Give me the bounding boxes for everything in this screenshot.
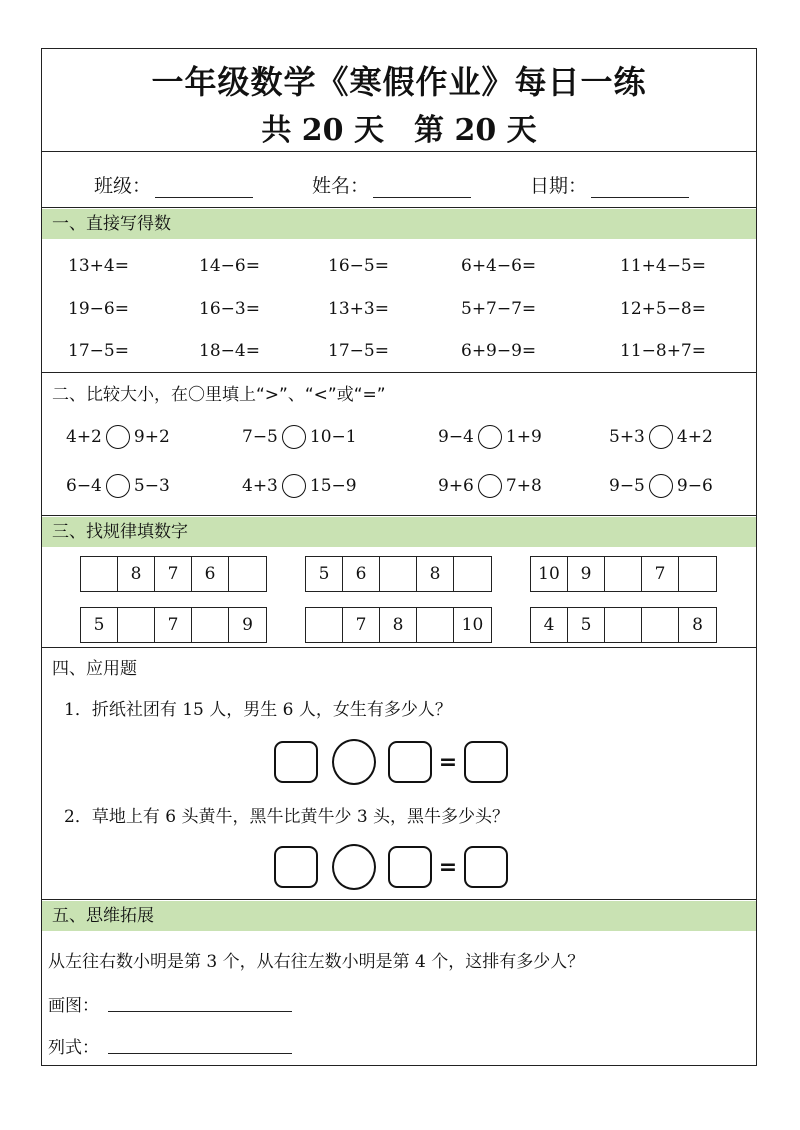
left-expression: 4+3 bbox=[242, 476, 278, 496]
blank-cell[interactable] bbox=[118, 608, 155, 642]
comparison-item bbox=[242, 425, 357, 449]
equals-sign: = bbox=[438, 854, 458, 880]
equation-item: 6+4−6= bbox=[461, 256, 537, 276]
number-cell: 9 bbox=[242, 615, 253, 635]
equation-item: 16−3= bbox=[199, 299, 260, 319]
answer-box[interactable] bbox=[388, 846, 432, 888]
number-cell: 5 bbox=[81, 608, 118, 642]
blank-cell[interactable] bbox=[229, 557, 266, 591]
number-sequence bbox=[80, 607, 267, 643]
name-blank[interactable] bbox=[373, 179, 471, 198]
number-cell: 9 bbox=[568, 557, 605, 591]
draw-blank[interactable] bbox=[108, 1011, 292, 1012]
answer-box[interactable] bbox=[274, 846, 318, 888]
right-expression: 9−6 bbox=[676, 476, 713, 496]
number-cell: 7 bbox=[155, 608, 192, 642]
number-cell: 6 bbox=[343, 557, 380, 591]
number-cell: 5 bbox=[568, 608, 605, 642]
section-3-title: 三、找规律填数字 bbox=[42, 517, 756, 547]
divider bbox=[42, 515, 756, 516]
number-cell: 8 bbox=[118, 557, 155, 591]
number-cell: 4 bbox=[531, 608, 568, 642]
number-cell: 7 bbox=[642, 557, 679, 591]
number-sequence bbox=[305, 556, 492, 592]
compare-circle[interactable] bbox=[649, 425, 673, 449]
left-expression: 4+2 bbox=[66, 427, 102, 447]
class-label: 班级： bbox=[94, 175, 152, 197]
operator-circle[interactable] bbox=[332, 844, 376, 890]
number-cell: 6 bbox=[192, 557, 229, 591]
left-expression: 9+6 bbox=[438, 476, 474, 496]
answer-box[interactable] bbox=[274, 741, 318, 783]
right-expression: 9+2 bbox=[133, 427, 170, 447]
blank-cell[interactable] bbox=[192, 608, 229, 642]
operator-circle[interactable] bbox=[332, 739, 376, 785]
answer-row-1 bbox=[274, 739, 508, 785]
blank-cell[interactable] bbox=[605, 557, 642, 591]
compare-circle[interactable] bbox=[106, 425, 130, 449]
number-cell: 7 bbox=[343, 608, 380, 642]
divider bbox=[42, 899, 756, 900]
left-expression: 9−5 bbox=[609, 476, 645, 496]
date-blank[interactable] bbox=[591, 179, 689, 198]
equals-sign: = bbox=[438, 749, 458, 775]
left-expression: 9−4 bbox=[438, 427, 474, 447]
blank-cell[interactable] bbox=[605, 608, 642, 642]
blank-cell[interactable] bbox=[642, 608, 679, 642]
equation-item: 14−6= bbox=[199, 256, 260, 276]
blank-cell[interactable] bbox=[417, 608, 454, 642]
answer-box[interactable] bbox=[388, 741, 432, 783]
right-expression: 4+2 bbox=[676, 427, 713, 447]
section-4-title: 四、应用题 bbox=[52, 659, 137, 679]
worksheet bbox=[41, 48, 757, 1066]
equation-item: 13+3= bbox=[328, 299, 389, 319]
number-cell: 8 bbox=[417, 557, 454, 591]
equation-item: 18−4= bbox=[199, 341, 260, 361]
right-expression: 10−1 bbox=[309, 427, 357, 447]
comparison-item bbox=[66, 474, 170, 498]
blank-cell[interactable] bbox=[679, 557, 716, 591]
right-expression: 7+8 bbox=[505, 476, 542, 496]
number-sequence bbox=[80, 556, 267, 592]
word-problem-2: 2．草地上有 6 头黄牛，黑牛比黄牛少 3 头，黑牛多少头？ bbox=[64, 807, 510, 827]
draw-label: 画图： bbox=[48, 996, 99, 1016]
formula-label: 列式： bbox=[48, 1038, 99, 1058]
page-subtitle: 共 20 天 第 20 天 bbox=[261, 113, 537, 148]
equation-item: 11+4−5= bbox=[620, 256, 706, 276]
equation-item: 5+7−7= bbox=[461, 299, 537, 319]
class-blank[interactable] bbox=[155, 179, 253, 198]
date-label: 日期： bbox=[530, 175, 588, 197]
equation-item: 13+4= bbox=[68, 256, 129, 276]
blank-cell[interactable] bbox=[454, 557, 491, 591]
date-field[interactable] bbox=[530, 171, 689, 198]
comparison-item bbox=[438, 425, 542, 449]
divider bbox=[42, 207, 756, 208]
page-title: 一年级数学《寒假作业》每日一练 bbox=[151, 63, 647, 101]
number-cell: 5 bbox=[306, 557, 343, 591]
comparison-item bbox=[438, 474, 542, 498]
section-2-title: 二、比较大小，在〇里填上“>”、“<”或“=” bbox=[52, 385, 386, 405]
blank-cell[interactable] bbox=[81, 557, 118, 591]
equation-item: 11−8+7= bbox=[620, 341, 706, 361]
compare-circle[interactable] bbox=[478, 425, 502, 449]
divider bbox=[42, 151, 756, 152]
word-problem-1: 1．折纸社团有 15 人，男生 6 人，女生有多少人？ bbox=[64, 700, 452, 720]
divider bbox=[42, 647, 756, 648]
result-box[interactable] bbox=[464, 741, 508, 783]
divider bbox=[42, 372, 756, 373]
equation-item: 17−5= bbox=[328, 341, 389, 361]
left-expression: 5+3 bbox=[609, 427, 645, 447]
number-sequence bbox=[305, 607, 492, 643]
formula-blank[interactable] bbox=[108, 1053, 292, 1054]
comparison-item bbox=[609, 425, 713, 449]
section-5-title: 五、思维拓展 bbox=[42, 901, 756, 931]
number-sequence bbox=[530, 607, 717, 643]
equation-item: 6+9−9= bbox=[461, 341, 537, 361]
right-expression: 1+9 bbox=[505, 427, 542, 447]
blank-cell[interactable] bbox=[306, 608, 343, 642]
right-expression: 15−9 bbox=[309, 476, 357, 496]
comparison-item bbox=[66, 425, 170, 449]
left-expression: 7−5 bbox=[242, 427, 278, 447]
comparison-item bbox=[609, 474, 713, 498]
number-cell: 7 bbox=[155, 557, 192, 591]
answer-row-2 bbox=[274, 844, 508, 890]
equation-item: 12+5−8= bbox=[620, 299, 706, 319]
thinking-question: 从左往右数小明是第 3 个，从右往左数小明是第 4 个，这排有多少人？ bbox=[48, 952, 585, 972]
class-field[interactable] bbox=[94, 171, 253, 198]
number-cell: 10 bbox=[531, 557, 568, 591]
name-field[interactable] bbox=[312, 171, 471, 198]
compare-circle[interactable] bbox=[478, 474, 502, 498]
equation-item: 19−6= bbox=[68, 299, 129, 319]
result-box[interactable] bbox=[464, 846, 508, 888]
number-cell: 10 bbox=[461, 615, 484, 635]
right-expression: 5−3 bbox=[133, 476, 170, 496]
comparison-item bbox=[242, 474, 357, 498]
number-cell: 8 bbox=[692, 615, 703, 635]
compare-circle[interactable] bbox=[282, 425, 306, 449]
compare-circle[interactable] bbox=[649, 474, 673, 498]
compare-circle[interactable] bbox=[106, 474, 130, 498]
equation-item: 16−5= bbox=[328, 256, 389, 276]
compare-circle[interactable] bbox=[282, 474, 306, 498]
equation-item: 17−5= bbox=[68, 341, 129, 361]
number-sequence bbox=[530, 556, 717, 592]
blank-cell[interactable] bbox=[380, 557, 417, 591]
number-cell: 8 bbox=[380, 608, 417, 642]
name-label: 姓名： bbox=[312, 175, 370, 197]
section-1-title: 一、直接写得数 bbox=[42, 209, 756, 239]
left-expression: 6−4 bbox=[66, 476, 102, 496]
